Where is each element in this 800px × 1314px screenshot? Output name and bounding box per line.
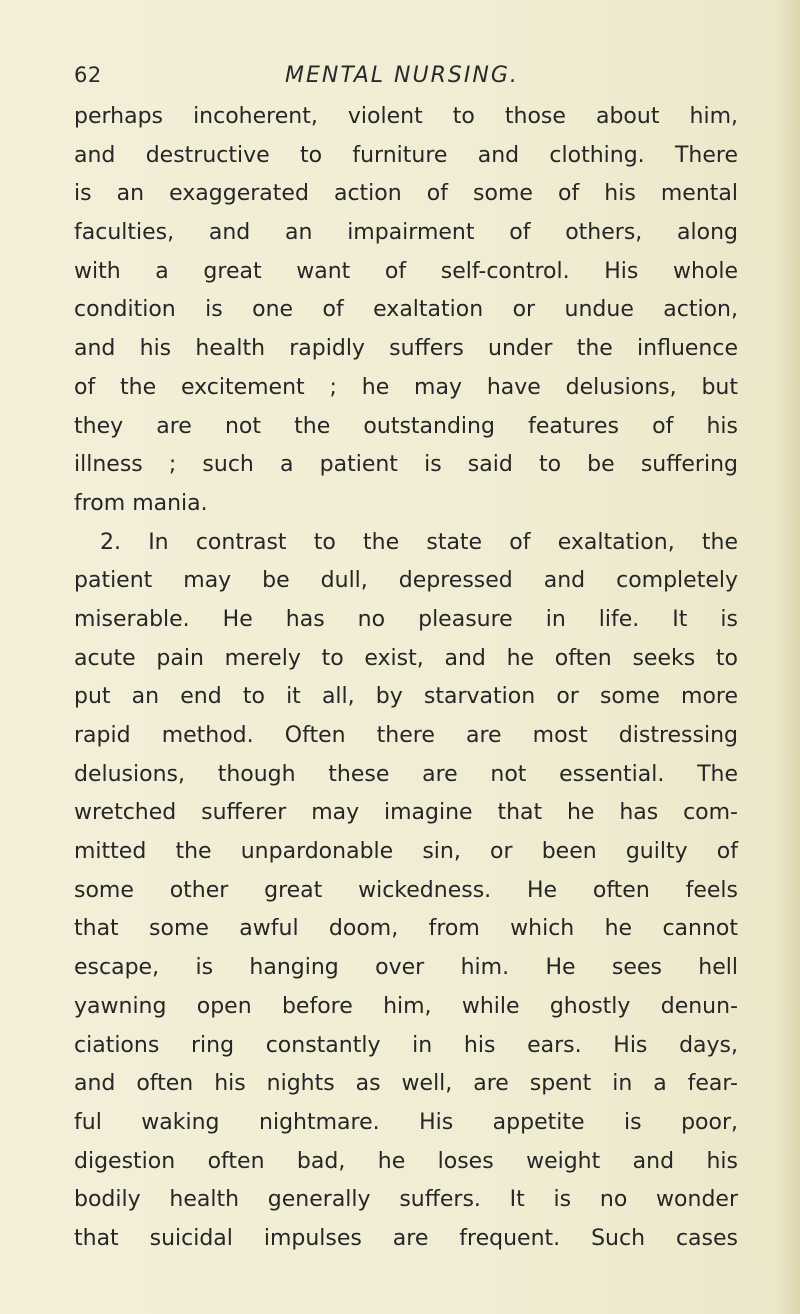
text-line: illness ; such a patient is said to be suffering bbox=[74, 452, 738, 478]
text-line: acute pain merely to exist, and he often seeks to bbox=[74, 645, 738, 671]
text-line: they are not the outstanding features of his bbox=[74, 413, 738, 439]
text-line: ful waking nightmare. His appetite is poor, bbox=[74, 1109, 738, 1135]
text-line: yawning open before him, while ghostly denun- bbox=[74, 993, 738, 1019]
text-line: rapid method. Often there are most distressing bbox=[74, 723, 738, 748]
text-line: put an end to it all, by starvation or some more bbox=[74, 684, 738, 710]
text-line: some other great wickedness. He often feels bbox=[74, 877, 738, 903]
body-text bbox=[74, 98, 738, 1259]
text-line: bodily health generally suffers. It is no wonder bbox=[74, 1187, 738, 1213]
running-head bbox=[74, 59, 754, 91]
text-line: condition is one of exaltation or undue action, bbox=[74, 297, 738, 323]
running-title: MENTAL NURSING. bbox=[285, 63, 519, 88]
text-line: 2. In contrast to the state of exaltation, the bbox=[100, 529, 738, 555]
text-line: wretched sufferer may imagine that he has com- bbox=[74, 800, 738, 826]
text-line: and destructive to furniture and clothing. There bbox=[74, 142, 738, 168]
page-edge-shadow bbox=[774, 0, 800, 1314]
text-line: ciations ring constantly in his ears. His days, bbox=[74, 1032, 738, 1058]
text-line: is an exaggerated action of some of his mental bbox=[74, 181, 738, 207]
text-line: that some awful doom, from which he cannot bbox=[74, 916, 738, 942]
text-line: and his health rapidly suffers under the influence bbox=[74, 336, 738, 362]
text-line: digestion often bad, he loses weight and his bbox=[74, 1148, 738, 1174]
text-line: that suicidal impulses are frequent. Such cases bbox=[74, 1225, 738, 1251]
page-number: 62 bbox=[74, 63, 102, 87]
text-line: patient may be dull, depressed and completely bbox=[74, 568, 738, 594]
text-line: escape, is hanging over him. He sees hell bbox=[74, 955, 738, 981]
text-line: from mania. bbox=[74, 490, 208, 516]
text-line: mitted the unpardonable sin, or been guilty of bbox=[74, 839, 738, 865]
text-line: and often his nights as well, are spent in a fear- bbox=[74, 1071, 738, 1097]
text-line: perhaps incoherent, violent to those about him, bbox=[74, 104, 738, 129]
text-line: with a great want of self-control. His whole bbox=[74, 258, 738, 284]
text-line: of the excitement ; he may have delusions, but bbox=[74, 374, 738, 400]
text-line: faculties, and an impairment of others, along bbox=[74, 220, 738, 246]
text-line: miserable. He has no pleasure in life. It is bbox=[74, 606, 738, 632]
text-line: delusions, though these are not essential. The bbox=[74, 761, 738, 787]
